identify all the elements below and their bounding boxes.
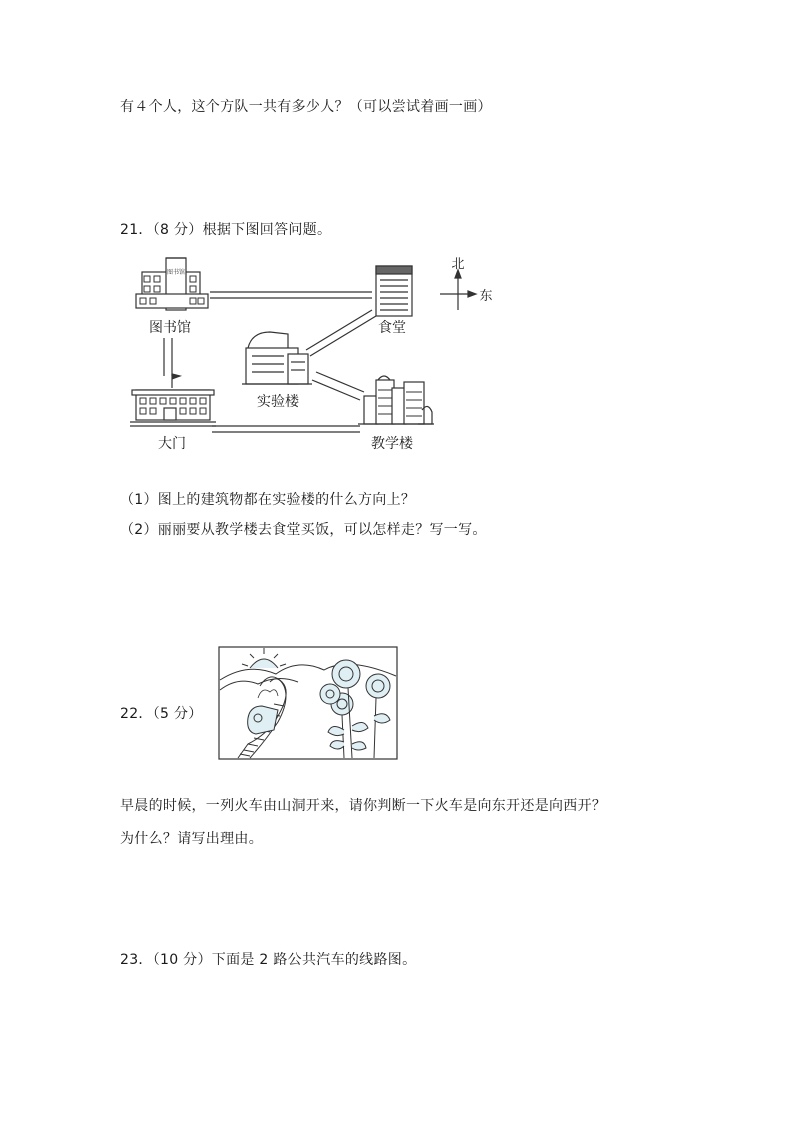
label-north: 北 bbox=[451, 257, 465, 272]
lab-building bbox=[242, 332, 312, 384]
label-gate: 大门 bbox=[158, 436, 186, 452]
teaching-building bbox=[358, 376, 434, 424]
question-20-tail: 有４个人，这个方队一共有多少人？（可以尝试着画一画） bbox=[120, 99, 492, 115]
question-23-header: 23．（10 分）下面是 2 路公共汽车的线路图。 bbox=[120, 952, 417, 968]
compass-icon bbox=[440, 270, 476, 310]
train-scene-picture bbox=[218, 646, 398, 760]
library-building bbox=[136, 258, 208, 310]
label-canteen: 食堂 bbox=[378, 320, 406, 336]
canteen-building bbox=[376, 266, 412, 316]
library-sign: 图书馆 bbox=[166, 269, 186, 276]
label-east: 东 bbox=[479, 289, 493, 304]
question-21-sub2: （2）丽丽要从教学楼去食堂买饭，可以怎样走？写一写。 bbox=[120, 522, 487, 538]
question-22-text-line1: 早晨的时候，一列火车由山洞开来，请你判断一下火车是向东开还是向西开？ bbox=[120, 798, 607, 814]
label-lab: 实验楼 bbox=[257, 394, 299, 410]
campus-map bbox=[128, 250, 498, 455]
label-library: 图书馆 bbox=[149, 320, 191, 336]
question-22-text-line2: 为什么？请写出理由。 bbox=[120, 831, 263, 847]
question-22-header: 22．（5 分） bbox=[120, 706, 203, 722]
gate-building bbox=[130, 374, 216, 426]
label-teaching: 教学楼 bbox=[371, 436, 413, 452]
question-21-sub1: （1）图上的建筑物都在实验楼的什么方向上？ bbox=[120, 492, 416, 508]
question-21-header: 21．（8 分）根据下图回答问题。 bbox=[120, 222, 332, 238]
